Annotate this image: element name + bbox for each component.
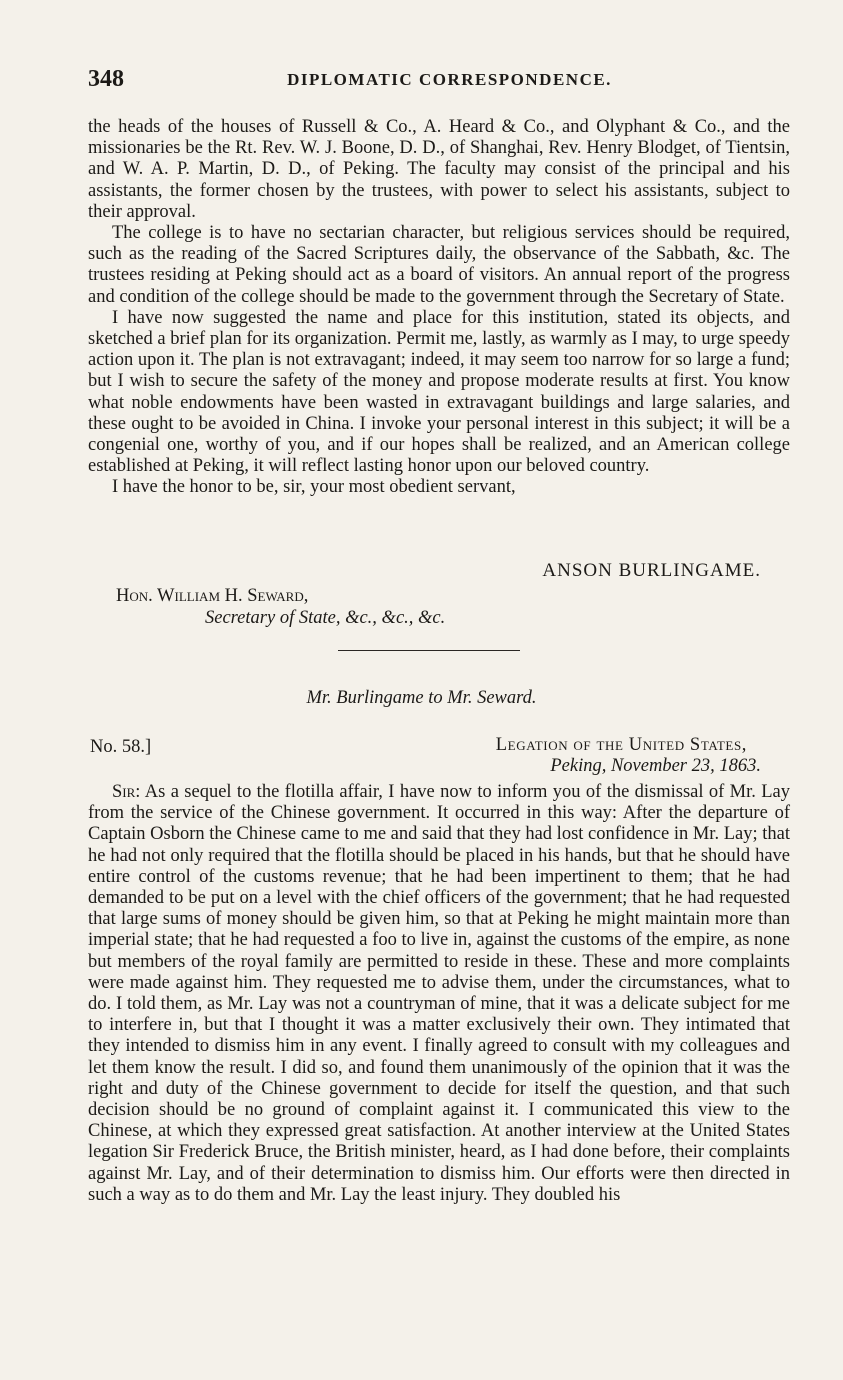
addressee: Hon. William H. Seward, [116,586,309,606]
legation-line: Legation of the United States, [495,735,747,755]
paragraph-3: I have now suggested the name and place for this institution, stated its objects, and sketched a brief plan for its organization. Permit me, lastly, as warmly as I may, to urge speedy action upon it. The plan is not extravagant; indeed, it may seem too narrow for so large a fund; but I wish to secure the safety of the money and propose moderate results at first. You know what noble endowments have been wasted in extravagant buildings and large salaries, and these ought to be avoided in China. I invoke your personal interest in this subject; it will be a congenial one, worthy of you, and if our hopes shall be realized, and an American college established at Peking, it will reflect lasting honor upon our beloved country. [88,307,790,477]
letter2-paragraph [88,782,790,1206]
salutation: Sir: [112,782,141,802]
letter2-body [88,782,790,1206]
running-head [88,66,771,94]
letter-subhead: Mr. Burlingame to Mr. Seward. [306,688,537,708]
paragraph-1: the heads of the houses of Russell & Co., A. Heard & Co., and Olyphant & Co., and the missionaries be the Rt. Rev. W. J. Boone, D. D., of Shanghai, Rev. Henry Blodget, of Tientsin, and W. A. P. Martin, D. D., of Peking. The faculty may consist of the principal and his assistants, the former chosen by the trustees, with power to select his assistants, subject to their approval. [88,117,790,222]
addressee-title: Secretary of State, &c., &c., &c. [205,608,446,628]
closing-line: I have the honor to be, sir, your most obedient servant, [112,477,516,498]
page-number: 348 [88,66,124,92]
running-title: DIPLOMATIC CORRESPONDENCE. [287,70,612,89]
paragraph-2: The college is to have no sectarian character, but religious services should be required, such as the reading of the Sacred Scriptures daily, the observance of the Sabbath, &c. The trustees residing at Peking should act as a board of visitors. An annual report of the progress and condition of the college should be made to the government through the Secretary of State. [88,223,790,307]
letter2-text: As a sequel to the flotilla affair, I have now to inform you of the dismissal of Mr. Lay from the service of the Chinese government. It occurred in this way: After the departure of Captain Osborn the Chinese came to me and said that they had lost confidence in Mr. Lay; that he had not only required that the flotilla should be placed in his hands, but that he should have entire control of the customs revenue; that he had been impertinent to them; that he had demanded to be put on a level with the chief officers of the government; that he had requested that large sums of money should be given him, so that at Peking he might maintain more than imperial state; that he had requested a foo to live in, against the customs of the empire, as none but members of the royal family are permitted to reside in these. These and more complaints were made against him. They requested me to advise them, under the circumstances, what to do. I told them, as Mr. Lay was not a countryman of mine, that it was a delicate subject for me to interfere in, but that I thought it was a matter exclusively their own. They intimated that they intended to dismiss him in any event. I finally agreed to consult with my colleagues and let them know the result. I did so, and found them unanimously of the opinion that it was the right and duty of the Chinese government to decide for itself the question, and that such decision should be no ground of complaint against it. I communicated this view to the Chinese, at which they expressed great satisfaction. At another interview at the United States legation Sir Frederick Bruce, the British minister, heard, as I had done before, their complaints against Mr. Lay, and of their determination to dismiss him. Our efforts were then directed in such a way as to do them and Mr. Lay the least injury. They doubled his [88,782,791,1205]
dateline: Peking, November 23, 1863. [550,756,761,776]
letter1-body [88,117,790,499]
signature: ANSON BURLINGAME. [542,560,761,581]
section-divider [338,650,520,651]
document-number: No. 58.] [90,737,152,757]
